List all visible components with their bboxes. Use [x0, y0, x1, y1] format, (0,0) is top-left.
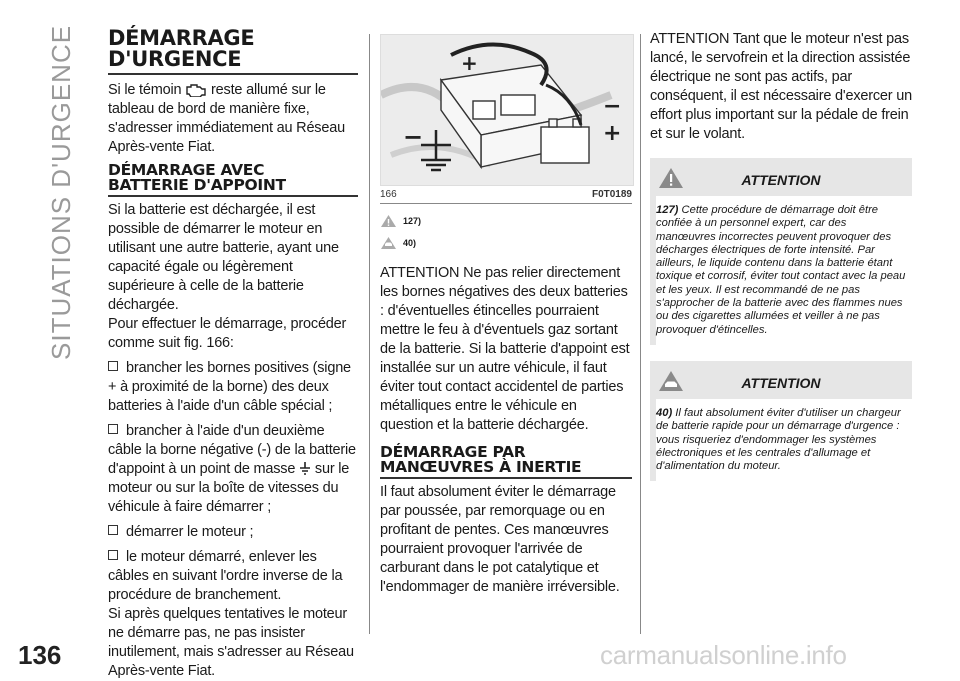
- sub-heading-inertia: DÉMARRAGE PAR MANŒUVRES À INERTIE: [380, 443, 582, 476]
- bullet-box: [108, 525, 118, 535]
- list-item: démarrer le moteur ;: [108, 523, 358, 542]
- inertia-paragraph: Il faut absolument éviter le démarrage par poussée, par remorquage ou en profitant de pentes. Ces manœuvres pourraient provoquer l'arrivée de carburant dans le pot catalytique et l'endommager de manière irréversible.: [380, 484, 620, 595]
- ground-icon: [299, 462, 311, 476]
- figure-caption: 166 F0T0189: [380, 189, 632, 204]
- procedure-intro: Pour effectuer le démarrage, procéder comme suit fig. 166:: [108, 316, 347, 351]
- booster-paragraph: Si la batterie est déchargée, il est possible de démarrer le moteur en utilisant une autre batterie, ayant une capacité égale ou légèrement supérieure à celle de la batterie déchargée.: [108, 202, 339, 313]
- attention-box-127: [650, 158, 912, 345]
- engine-warning-icon: [185, 83, 207, 97]
- caution-reference: 40): [380, 236, 632, 250]
- attention-box-body: 127) Cette procédure de démarrage doit être confiée à un personnel expert, car des manœuvres incorrectes peuvent provoquer des décharges électriques de forte intensité. Par ailleurs, le liquide contenu dans la batterie étant toxique et corrosif, éviter tout contact avec la peau et les yeux. Il est recommandé de ne pas s'approcher de la batterie avec des flammes nues ou des cigarettes allumées et veiller à ne pas provoquer d'étincelles.: [656, 196, 912, 345]
- main-heading: DÉMARRAGE D'URGENCE: [108, 26, 255, 71]
- page-number: 136: [18, 640, 62, 670]
- attention-paragraph: ATTENTION Tant que le moteur n'est pas lancé, le servofrein et la direction assistée électrique ne sont pas actifs, par conséquent, il est nécessaire d'exercer un effort plus important sur la pédale de frein et sur le volant.: [650, 31, 912, 142]
- watermark: carmanualsonline.info: [600, 640, 847, 670]
- column-1: [108, 28, 358, 681]
- list-item: brancher les bornes positives (signe + à proximité de la borne) des deux batteries à l'aide d'un câble spécial ;: [108, 360, 351, 414]
- column-2: [380, 34, 632, 597]
- attention-box-header: ATTENTION: [650, 158, 912, 196]
- list-item: brancher à l'aide d'un deuxième câble la borne négative (-) de la batterie d'appoint à un point de masse sur le moteur ou sur la boîte de vitesses du véhicule à faire démarrer ;: [108, 423, 356, 515]
- column-divider-2: [640, 34, 641, 634]
- svg-text:+: +: [461, 51, 478, 75]
- sub-heading-booster: DÉMARRAGE AVEC BATTERIE D'APPOINT: [108, 161, 286, 194]
- intro-paragraph: Si le témoin reste allumé sur le tableau de bord de manière fixe, s'adresser immédiatement au Réseau Après-vente Fiat.: [108, 82, 345, 155]
- attention-box-header: ATTENTION: [650, 361, 912, 399]
- warning-triangle-icon: [658, 167, 684, 189]
- battery-figure: [380, 34, 634, 186]
- svg-text:−: −: [403, 123, 424, 151]
- caution-car-icon: [380, 236, 397, 250]
- svg-text:+: +: [603, 121, 622, 146]
- section-side-title: SITUATIONS D'URGENCE: [46, 24, 76, 360]
- bullet-box: [108, 550, 118, 560]
- subheading-rule: [108, 195, 358, 197]
- bullet-box: [108, 361, 118, 371]
- svg-text:−: −: [603, 94, 622, 119]
- closing-paragraph: Si après quelques tentatives le moteur ne démarre pas, ne pas insister inutilement, mais s'adresser au Réseau Après-vente Fiat.: [108, 606, 354, 679]
- column-divider-1: [369, 34, 370, 634]
- warning-reference: 127): [380, 214, 632, 228]
- heading-rule: [108, 73, 358, 75]
- list-item: le moteur démarré, enlever les câbles en suivant l'ordre inverse de la procédure de branchement.: [108, 549, 343, 603]
- warning-triangle-icon: [380, 214, 397, 228]
- attention-box-body: 40) Il faut absolument éviter d'utiliser un chargeur de batterie rapide pour un démarrage d'urgence : vous risqueriez d'endommager les systèmes électroniques et les centrales d'allumage et d'alimentation du moteur.: [656, 399, 912, 481]
- bullet-box: [108, 424, 118, 434]
- subheading-rule: [380, 477, 632, 479]
- caution-car-icon: [658, 370, 684, 392]
- attention-box-40: [650, 361, 912, 481]
- attention-paragraph: ATTENTION Ne pas relier directement les bornes négatives des deux batteries : d'éventuelles étincelles pourraient mettre le feu à d'éventuels gaz sortant de la batterie. Si la batterie d'appoint est installée sur un autre véhicule, il faut éviter tout contact accidentel de parties métalliques entre le véhicule en question et la batterie déchargée.: [380, 265, 630, 433]
- column-3: [650, 30, 912, 481]
- battery-illustration: [381, 35, 633, 185]
